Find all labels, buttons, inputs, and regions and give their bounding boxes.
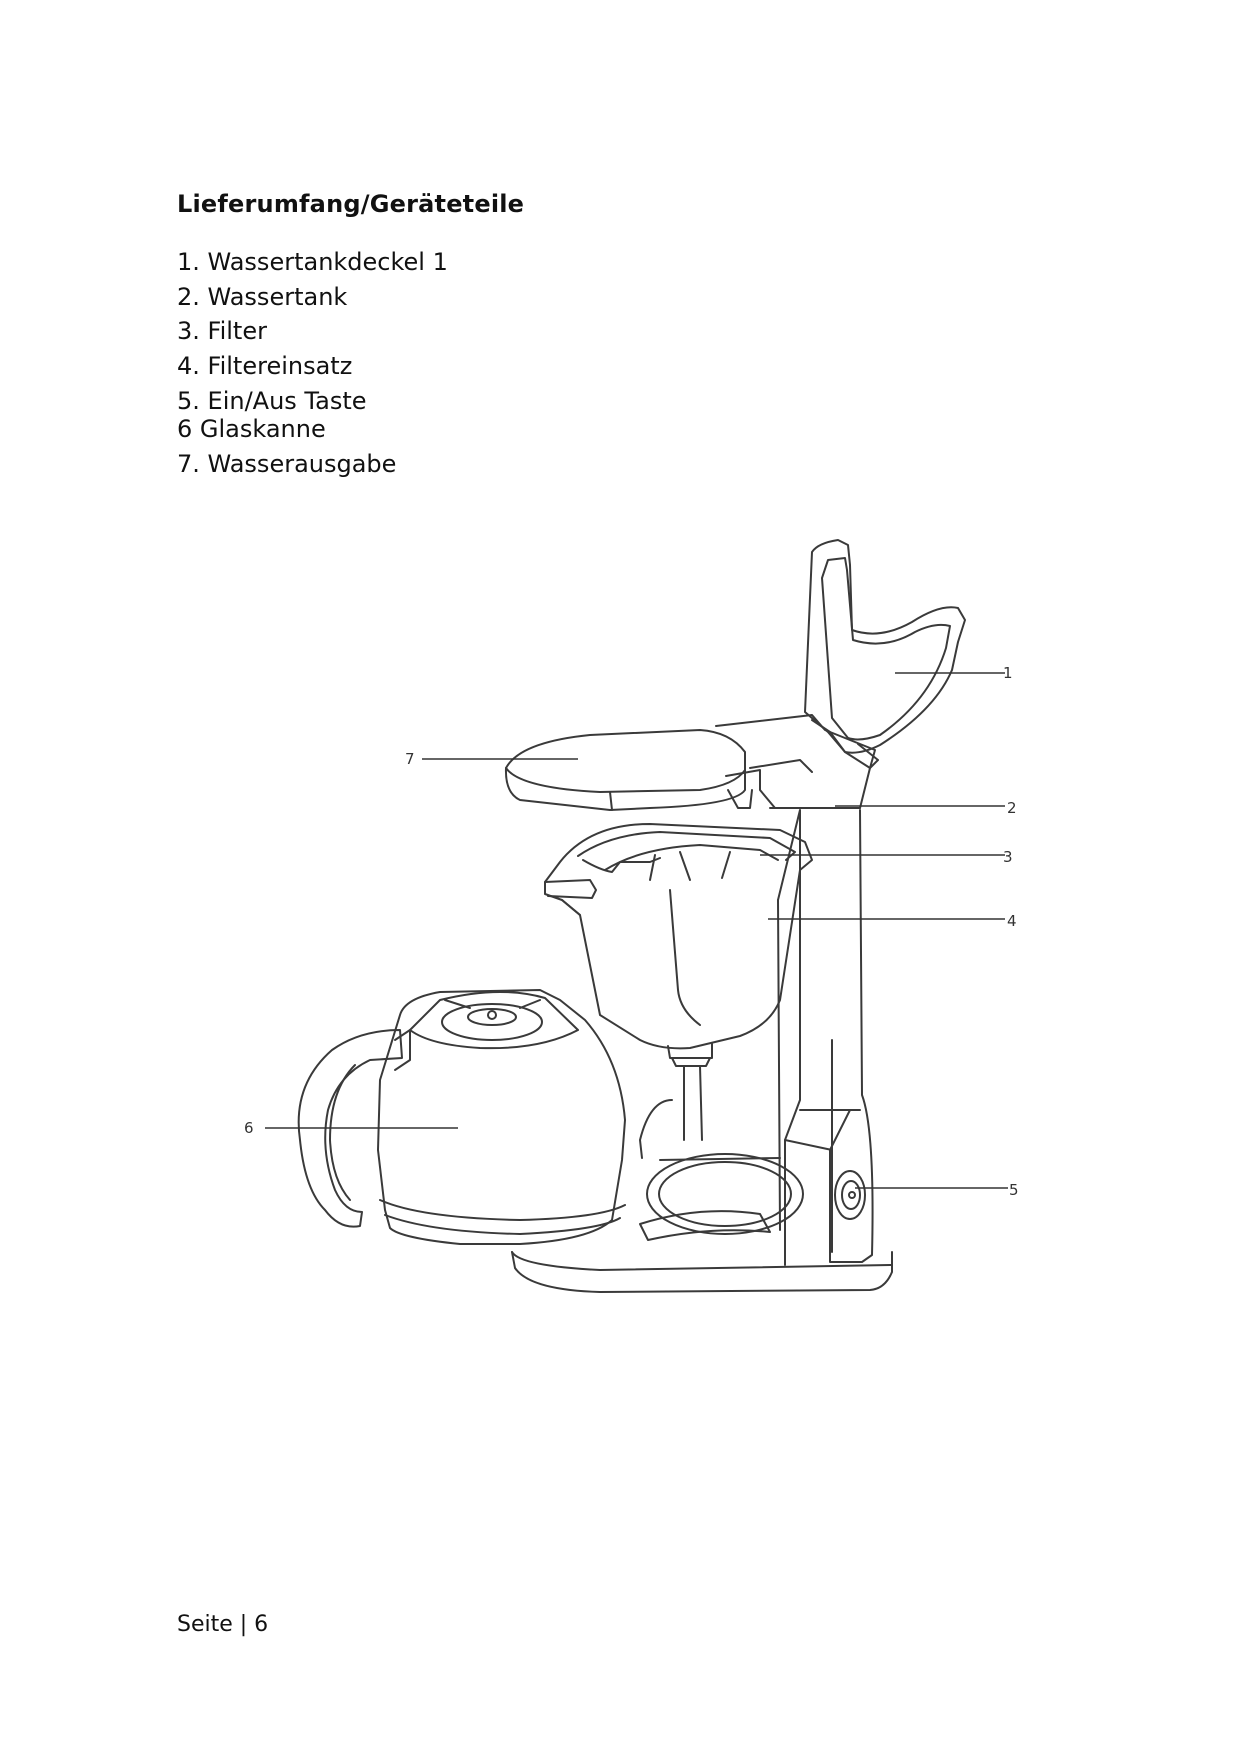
- part-item-2: 2. Wassertank: [177, 283, 348, 311]
- part-item-1: 1. Wassertankdeckel 1: [177, 248, 448, 276]
- part-item-5: 5. Ein/Aus Taste: [177, 387, 367, 415]
- callout-5: 5: [1009, 1181, 1019, 1199]
- power-button: [835, 1171, 865, 1219]
- part-item-3: 3. Filter: [177, 317, 267, 345]
- housing-tower: [778, 810, 800, 1265]
- callout-6: 6: [244, 1119, 254, 1137]
- callout-7: 7: [405, 750, 415, 768]
- callout-2: 2: [1007, 799, 1017, 817]
- part-item-7: 7. Wasserausgabe: [177, 450, 397, 478]
- part-item-4: 4. Filtereinsatz: [177, 352, 353, 380]
- section-heading: Lieferumfang/Geräteteile: [177, 190, 525, 218]
- page-number: Seite | 6: [177, 1612, 269, 1637]
- part-item-6: 6 Glaskanne: [177, 415, 326, 443]
- callout-3: 3: [1003, 848, 1013, 866]
- callout-1: 1: [1003, 664, 1013, 682]
- glass-carafe: [378, 990, 625, 1244]
- callout-4: 4: [1007, 912, 1017, 930]
- water-outlet-cover: [506, 730, 745, 810]
- water-tank-lid: [805, 540, 965, 753]
- base-plate: [512, 1252, 892, 1292]
